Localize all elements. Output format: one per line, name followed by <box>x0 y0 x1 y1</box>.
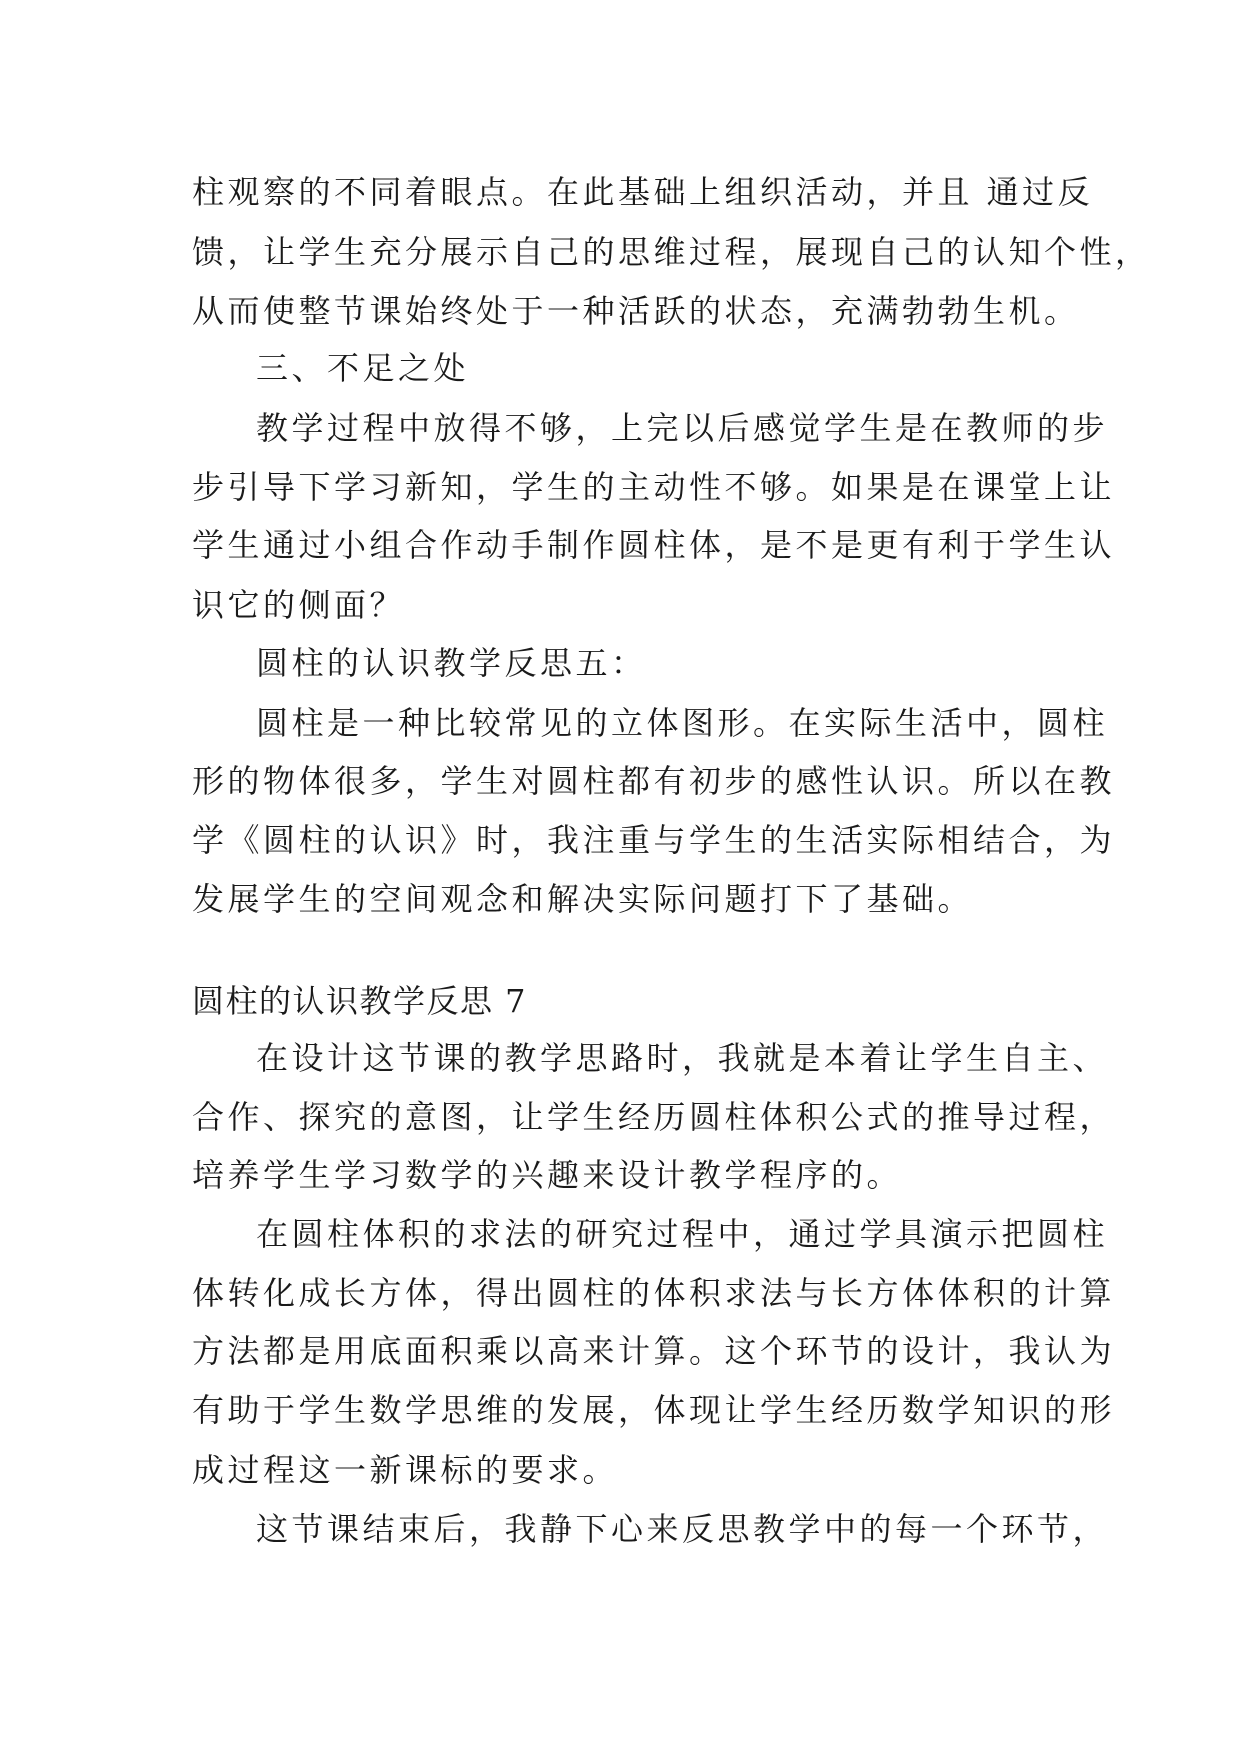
text-line: 识它的侧面？ <box>192 586 406 624</box>
text-line: 步引导下学习新知，学生的主动性不够。如果是在课堂上让 <box>192 468 1116 506</box>
text-line: 圆柱是一种比较常见的立体图形。在实际生活中，圆柱 <box>256 704 1109 742</box>
text-line: 教学过程中放得不够，上完以后感觉学生是在教师的步 <box>256 409 1109 447</box>
text-line: 发展学生的空间观念和解决实际问题打下了基础。 <box>192 880 974 918</box>
text-line: 柱观察的不同着眼点。在此基础上组织活动，并且 通过反 <box>192 173 1094 211</box>
section-heading: 三、不足之处 <box>256 349 470 387</box>
text-line: 培养学生学习数学的兴趣来设计教学程序的。 <box>192 1156 903 1194</box>
text-line: 学《圆柱的认识》时，我注重与学生的生活实际相结合，为 <box>192 821 1116 859</box>
text-line: 从而使整节课始终处于一种活跃的状态，充满勃勃生机。 <box>192 292 1080 330</box>
text-line: 体转化成长方体，得出圆柱的体积求法与长方体体积的计算 <box>192 1274 1116 1312</box>
text-line: 在圆柱体积的求法的研究过程中，通过学具演示把圆柱 <box>256 1215 1109 1253</box>
subsection-heading: 圆柱的认识教学反思五： <box>256 644 647 682</box>
text-line: 方法都是用底面积乘以高来计算。这个环节的设计，我认为 <box>192 1332 1116 1370</box>
text-line: 成过程这一新课标的要求。 <box>192 1451 619 1489</box>
text-line: 学生通过小组合作动手制作圆柱体，是不是更有利于学生认 <box>192 526 1116 564</box>
text-line: 馈，让学生充分展示自己的思维过程，展现自己的认知个性， <box>192 233 1151 271</box>
text-line: 合作、探究的意图，让学生经历圆柱体积公式的推导过程， <box>192 1098 1116 1136</box>
text-line: 这节课结束后，我静下心来反思教学中的每一个环节， <box>256 1510 1109 1548</box>
text-line: 形的物体很多，学生对圆柱都有初步的感性认识。所以在教 <box>192 762 1116 800</box>
text-line: 有助于学生数学思维的发展，体现让学生经历数学知识的形 <box>192 1391 1116 1429</box>
text-line: 在设计这节课的教学思路时，我就是本着让学生自主、 <box>256 1039 1109 1077</box>
article-title: 圆柱的认识教学反思 7 <box>192 982 528 1020</box>
